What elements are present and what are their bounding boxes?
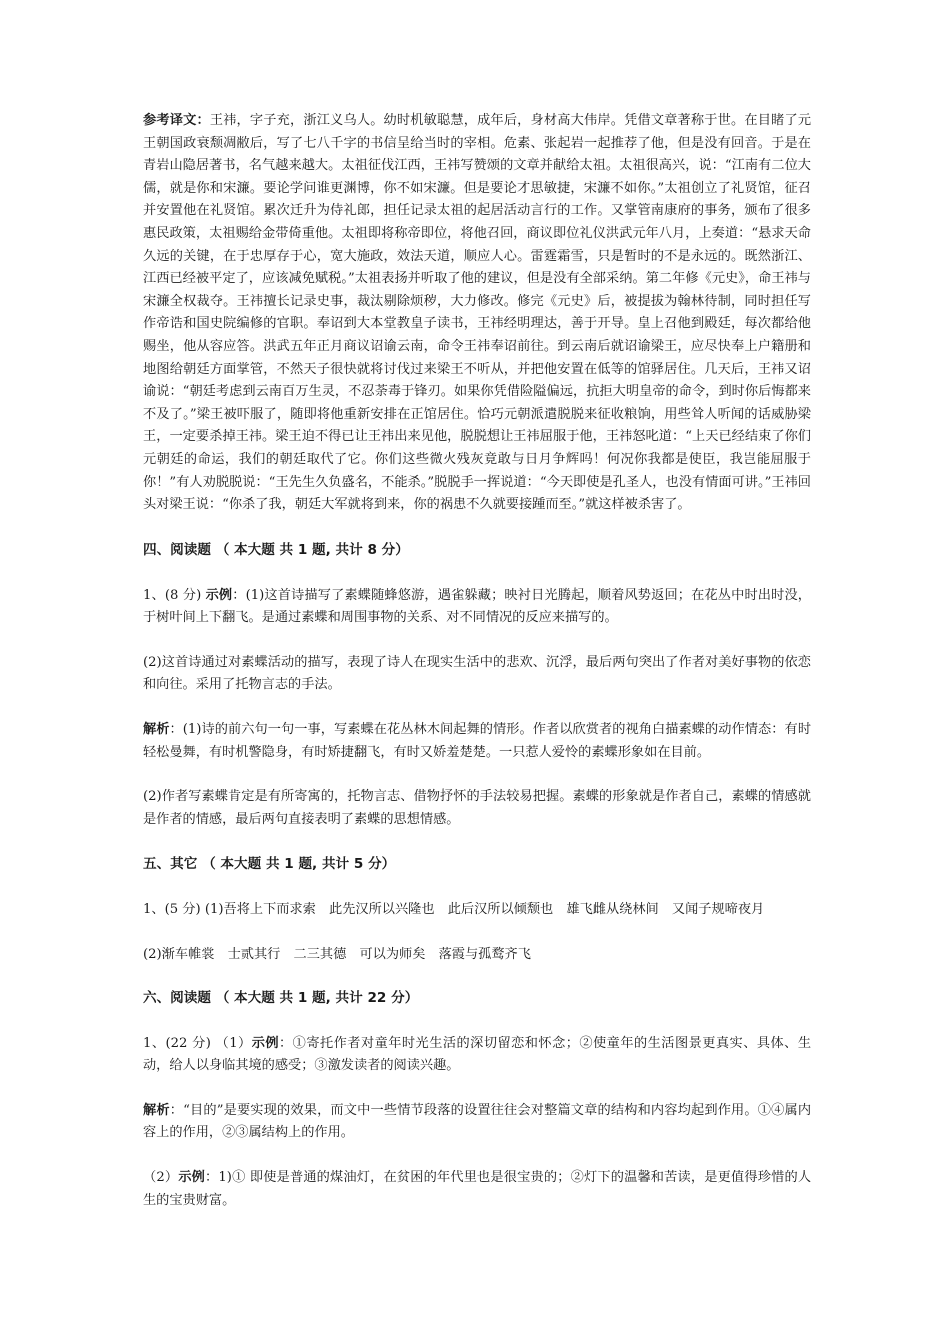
analysis-text: ：“目的”是要实现的效果，而文中一些情节段落的设置往往会对整篇文章的结构和内容均起到作用。①④属内容上的作用，②③属结构上的作用。 (143, 1102, 812, 1141)
section-4-analysis-2: (2)作者写素蝶肯定是有所寄寓的，托物言志、借物抒怀的手法较易把握。素蝶的形象就是作者自己，素蝶的情感就是作者的情感，最后两句直接表明了素蝶的思想情感。 (143, 789, 811, 827)
answer-text: ：(1)这首诗描写了素蝶随蜂悠游，遇雀躲藏；映衬日光腾起，顺着风势返回；在花丛中时出时没，于树叶间上下翻飞。是通过素蝶和周围事物的关系、对不同情况的反应来描写的。 (143, 587, 811, 626)
example-label: 示例 (251, 1035, 280, 1051)
analysis-label: 解析 (143, 722, 170, 738)
analysis-text: ：(1)诗的前六句一句一事，写素蝶在花丛林木间起舞的情形。作者以欣赏者的视角白描素蝶的动作情态：有时轻松曼舞，有时机警隐身，有时矫捷翻飞，有时又娇羞楚楚。一只惹人爱怜的素蝶形象如在目前。 (143, 722, 812, 760)
section-4-analysis-1 (143, 719, 811, 764)
document-page (143, 110, 811, 1212)
section-5-heading: 五、其它 （ 本大题 共 1 题, 共计 5 分） (143, 856, 396, 873)
example-label: 示例 (178, 1170, 206, 1185)
reference-translation (143, 110, 811, 517)
section-4-answer-2: (2)这首诗通过对素蝶活动的描写，表现了诗人在现实生活中的悲欢、沉浮，最后两句突出了作者对美好事物的依恋和向往。采用了托物言志的手法。 (143, 654, 811, 693)
question-number: 1、(8 分) (143, 587, 206, 603)
section-6-answer-1 (143, 1033, 811, 1078)
section-6-heading: 六、阅读题 （ 本大题 共 1 题, 共计 22 分） (143, 989, 419, 1006)
section-4-answer-1 (143, 585, 811, 630)
question-number: （2） (143, 1170, 179, 1185)
section-4-heading: 四、阅读题 （ 本大题 共 1 题, 共计 8 分） (143, 541, 409, 558)
answer-text: ：1)① 即使是普通的煤油灯，在贫困的年代里也是很宝贵的；②灯下的温馨和苦读，是更值得珍惜的人生的宝贵财富。 (143, 1170, 812, 1208)
answer-text: ：①寄托作者对童年时光生活的深切留恋和怀念；②使童年的生活图景更真实、具体、生动，给人以身临其境的感受；③激发读者的阅读兴趣。 (143, 1035, 812, 1074)
section-5-answer-2: (2)渐车帷裳 士贰其行 二三其德 可以为师矣 落霞与孤鹜齐飞 (143, 947, 531, 963)
translation-text: 王祎，字子充，浙江义乌人。幼时机敏聪慧，成年后，身材高大伟岸。凭借文章著称于世。在目睹了元王朝国政衰颓凋敝后，写了七八千字的书信呈给当时的宰相。危素、张起岩一起推荐了他，但是没有回音。于是在青岩山隐居著书，名气越来越大。太祖征伐江西，王祎写赞颂的文章并献给太祖。太祖很高兴，说：“江南有二位大儒，就是你和宋濂。要论学问谁更渊博，你不如宋濂。但是要论才思敏捷，宋濂不如你。”太祖创立了礼贤馆，征召并安置他在礼贤馆。累次迁升为侍礼郎，担任记录太祖的起居活动言行的工作。又掌管南康府的事务，颁布了很多惠民政策，太祖赐给金带倚重他。太祖即将称帝即位，将他召回，商议即位礼仪洪武元年八月，上奏道：“悬求天命久远的关键，在于忠厚存于心，宽大施政，效法天道，顺应人心。雷霆霜雪，只是暂时的不是永远的。既然浙江、江西已经被平定了，应该减免赋税。”太祖表扬并听取了他的建议，但是没有全部采纳。第二年修《元史》，命王祎与宋濂全权裁夺。王祎擅长记录史事，裁汰剔除烦秽，大力修改。修完《元史》后，被提拔为翰林待制，同时担任写作帝诰和国史院编修的官职。奉诏到大本堂教皇子读书，王祎经明理达，善于开导。皇上召他到殿廷，每次都给他赐坐，他从容应答。洪武五年正月商议诏谕云南，命令王祎奉诏前往。到云南后就诏谕梁王，应尽快奉上户籍册和地图给朝廷方面掌管，不然天子很快就将讨伐过来梁王不听从，并把他安置在低等的馆驿居住。几天后，王祎又诏谕说：“朝廷考虑到云南百万生灵，不忍荼毒于锋刃。如果你凭借险隘偏远，抗拒大明皇帝的命令，到时你后悔都来不及了。”梁王被吓服了，随即将他重新安排在正馆居住。恰巧元朝派遣脱脱来征收粮饷，用些耸人听闻的话威胁梁王，一定要杀掉王祎。梁王迫不得已让王祎出来见他，脱脱想让王祎屈服于他，王祎怒叱道：“上天已经结束了你们元朝廷的命运，我们的朝廷取代了它。你们这些微火残灰竟敢与日月争辉吗！何况你我都是使臣，我岂能屈服于你！”有人劝脱脱说：“王先生久负盛名，不能杀。”脱脱手一挥说道：“今天即使是孔圣人，也没有情面可讲。”王祎回头对梁王说：“你杀了我，朝廷大军就将到来，你的祸患不久就要接踵而至。”就这样被杀害了。 (143, 113, 812, 513)
analysis-label: 解析 (143, 1102, 170, 1118)
translation-label: 参考译文： (143, 113, 210, 128)
question-number: 1、(22 分) （1） (143, 1035, 252, 1051)
section-6-answer-2 (143, 1167, 811, 1212)
section-5-answer-1: 1、(5 分) (1)吾将上下而求索 此先汉所以兴隆也 此后汉所以倾颓也 雄飞雌从绕林间 又闻子规啼夜月 (143, 902, 765, 918)
example-label: 示例 (205, 587, 233, 603)
section-6-analysis (143, 1100, 811, 1145)
